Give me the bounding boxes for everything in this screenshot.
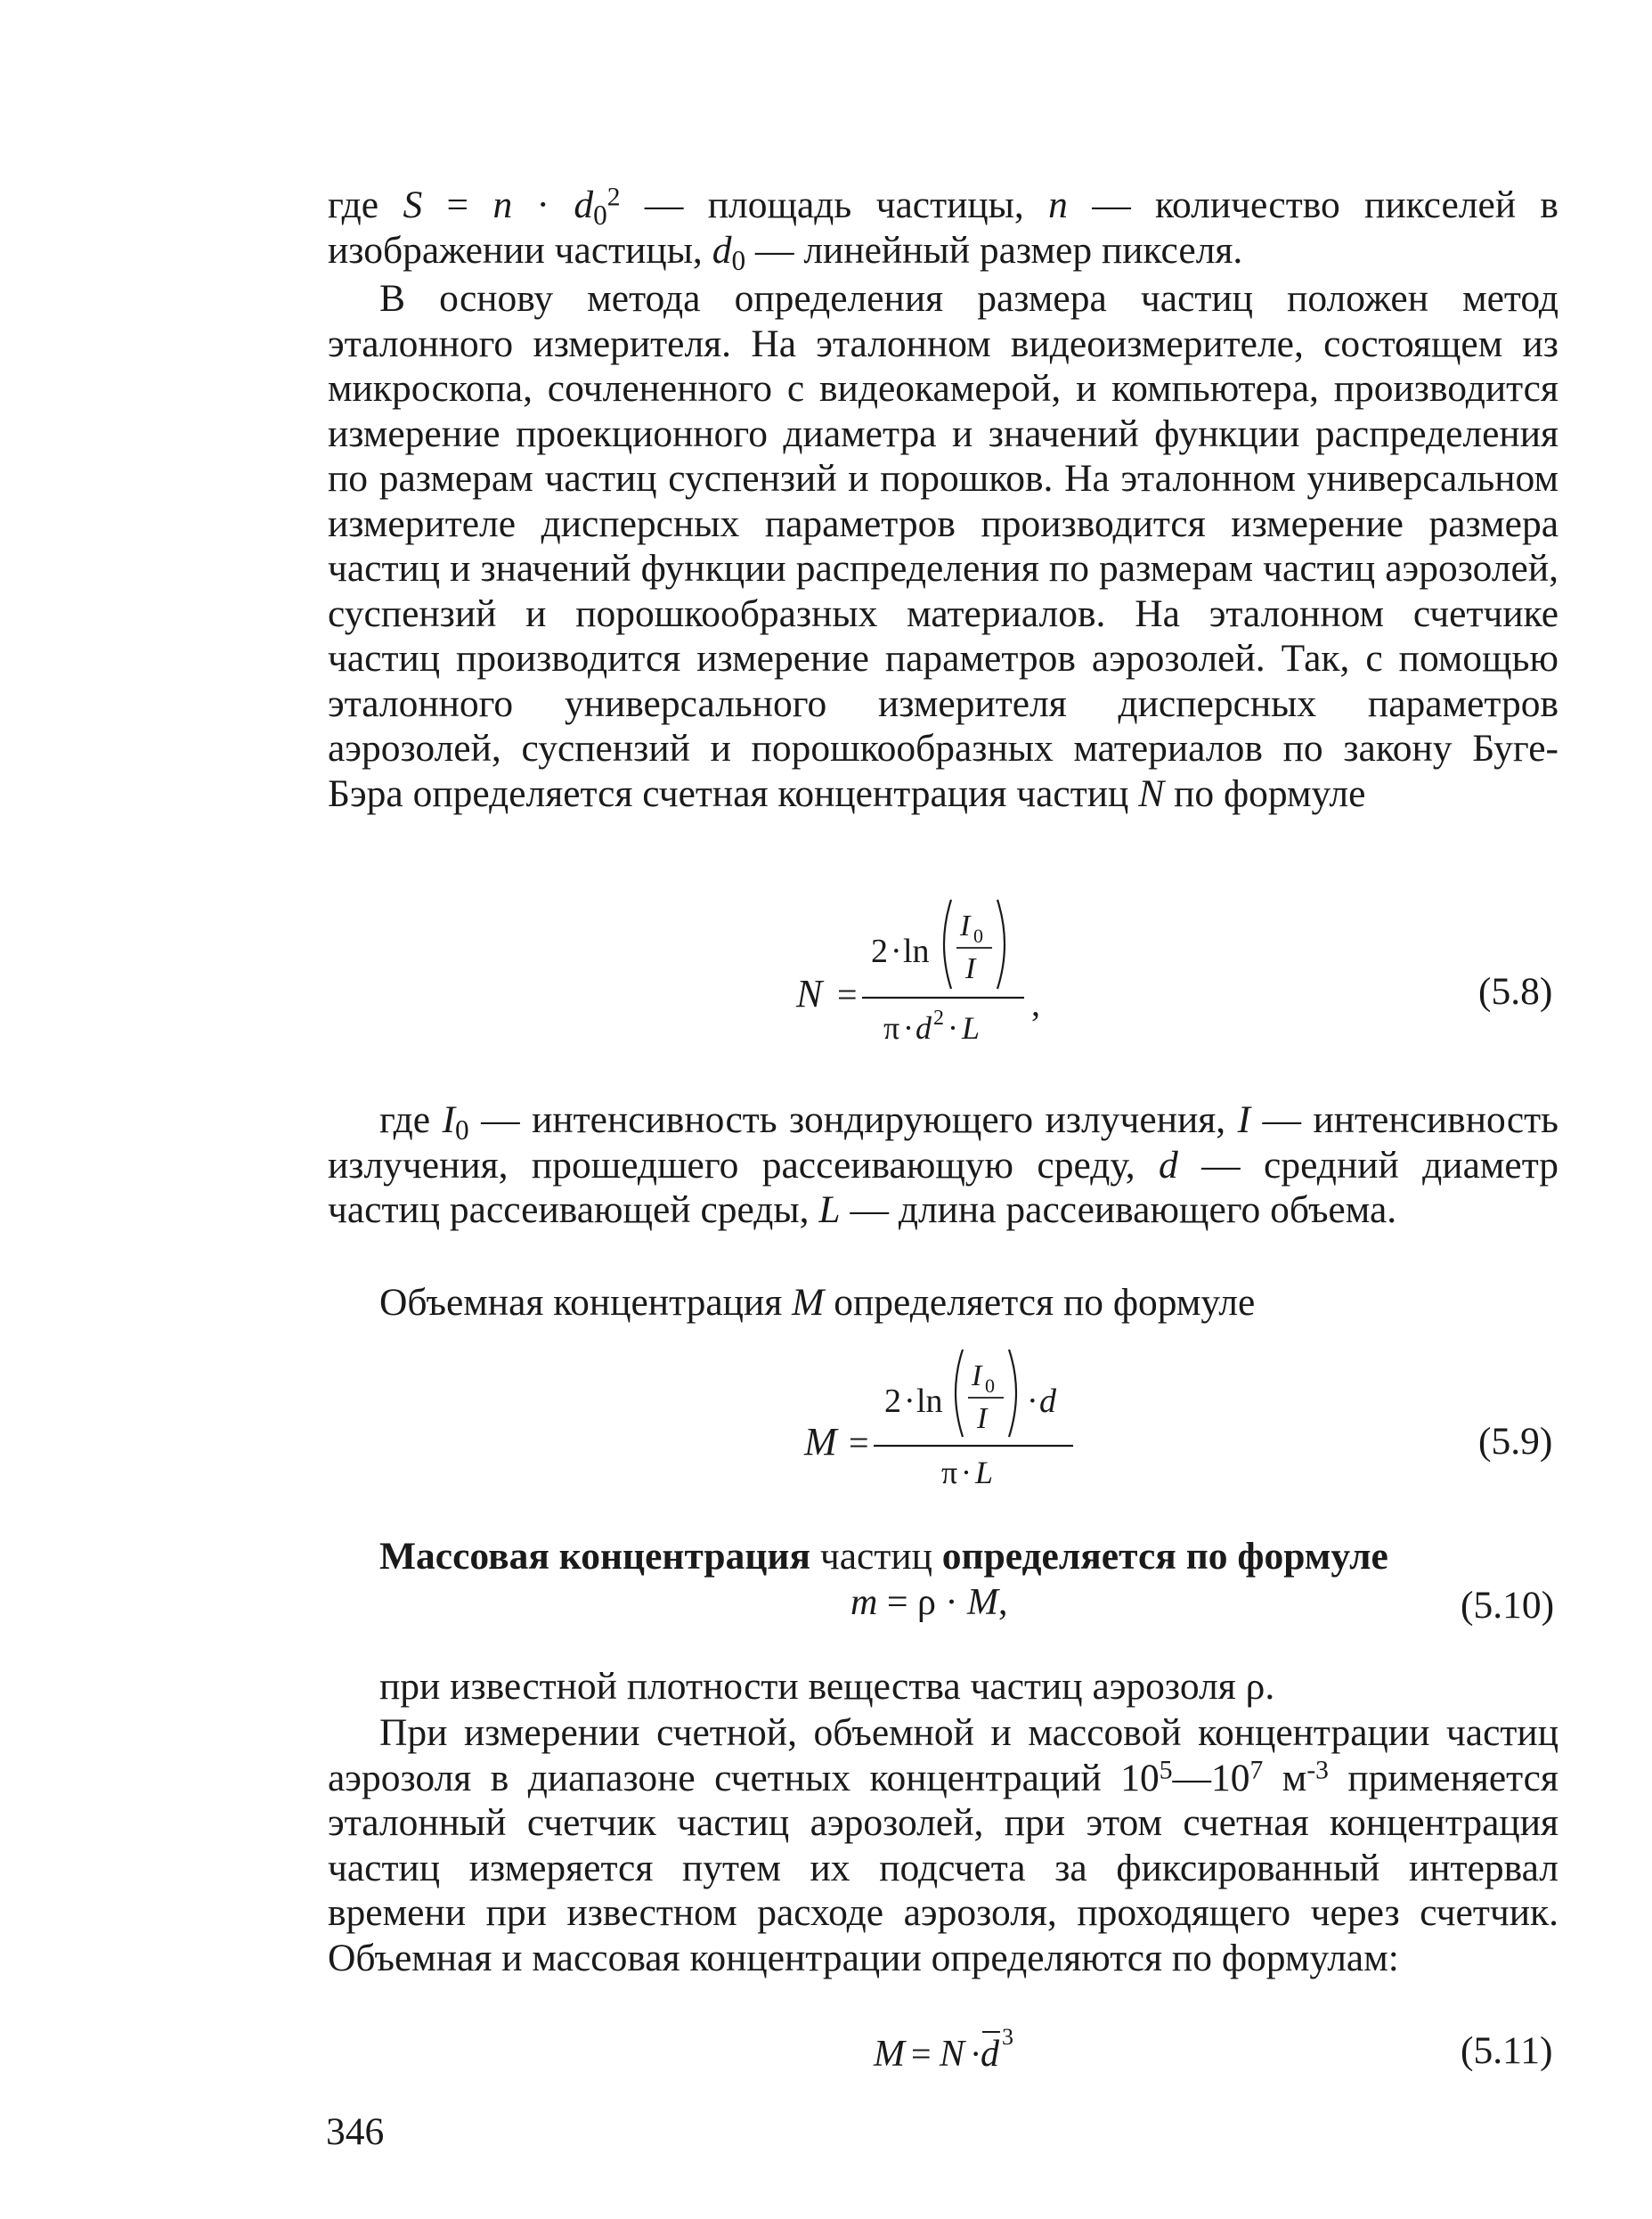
superscript: -3 [1306, 1756, 1329, 1785]
formula-M: M [874, 2034, 905, 2075]
formula-equals: = [877, 1582, 918, 1623]
paragraph-5 [328, 1534, 1558, 1579]
symbol-I0: I [442, 1098, 456, 1141]
formula-5-8 [784, 891, 1558, 1051]
formula-lhs-N: N [796, 972, 823, 1016]
text: При измерении счетной, объемной и массовой концентрации частиц аэрозоля в диапазоне счетных концентраций 10 [328, 1711, 1558, 1799]
right-paren [1009, 1350, 1016, 1437]
symbol-d: d [712, 228, 732, 272]
symbol-d: d [1159, 1143, 1178, 1187]
formula-comma: , [998, 1582, 1008, 1623]
formula-d: d [1039, 1383, 1056, 1420]
superscript: 7 [1249, 1756, 1264, 1785]
symbol-n: n [1048, 184, 1068, 226]
text: — интенсивность зондирующего излучения, [468, 1098, 1238, 1141]
paragraph-4 [328, 1280, 1558, 1326]
symbol-L: L [818, 1188, 841, 1231]
formula-5-9-svg [788, 1341, 1082, 1492]
formula-I0: I [960, 910, 971, 942]
formula-m: m [850, 1582, 878, 1623]
subscript: 0 [731, 244, 746, 276]
text: при известной плотности вещества частиц аэрозоля ρ. [379, 1665, 1275, 1708]
paragraph-7 [328, 1710, 1558, 1980]
formula-ln: ln [916, 1383, 943, 1420]
equation-number: (5.10) [1461, 1584, 1555, 1627]
symbol-I: I [1237, 1098, 1251, 1141]
symbol-N: N [1138, 771, 1165, 815]
symbol-d: d [574, 184, 594, 226]
formula-superscript: 3 [1002, 2024, 1013, 2050]
formula-pi: π [883, 1010, 900, 1046]
formula-equals: = [911, 2034, 932, 2074]
text: — интенсивность излучения, прошедшего рассеивающую среду, [328, 1098, 1558, 1187]
paragraph-2 [328, 276, 1558, 816]
equation-number: (5.9) [1478, 1420, 1553, 1463]
formula-comma: , [1031, 983, 1040, 1024]
text: где [379, 1098, 443, 1141]
symbol-M: M [792, 1281, 825, 1324]
text: — линейный размер пикселя. [745, 228, 1243, 272]
text: · [512, 184, 574, 226]
text: — площадь частицы, [620, 184, 1049, 226]
text-bold: Массовая концентрация [379, 1535, 810, 1578]
subscript: 0 [593, 199, 607, 231]
formula-L: L [975, 1455, 994, 1490]
equation-number: (5.8) [1478, 970, 1553, 1013]
superscript: 5 [1159, 1756, 1173, 1785]
formula-dot: · [961, 1455, 972, 1490]
formula-dot: · [904, 1383, 916, 1420]
text: применяется эталонный счетчик частиц аэрозолей, при этом счетная концентрация частиц измеряется путем их подсчета за фиксированный интервал времени при известном расходе аэрозоля, проходящего через счетчик. Объемная и массовая концентрации определяются по формулам: [328, 1756, 1558, 1979]
formula-dot: · [936, 1582, 967, 1623]
formula-M: M [967, 1582, 998, 1623]
text: определяется по формуле [824, 1281, 1256, 1324]
formula-ln: ln [903, 933, 930, 970]
text: — средний диаметр частиц рассеивающей среды, [328, 1143, 1559, 1231]
formula-I0: I [972, 1359, 982, 1392]
formula-rho: ρ [917, 1582, 936, 1623]
formula-dot: · [1027, 1383, 1038, 1420]
formula-5-8-svg [784, 891, 1158, 1051]
symbol-n: n [492, 184, 513, 226]
paragraph-6 [328, 1664, 1558, 1709]
formula-dot: · [903, 1010, 914, 1046]
formula-dot: · [970, 2034, 982, 2074]
formula-5-9 [788, 1341, 1558, 1492]
left-paren [944, 900, 951, 989]
formula-pi: π [941, 1455, 958, 1490]
text: Объемная концентрация [379, 1281, 793, 1324]
formula-two: 2 [871, 933, 888, 970]
formula-equals: = [837, 975, 858, 1015]
formula-lhs-M: M [804, 1420, 837, 1464]
text: по формуле [1164, 771, 1366, 815]
superscript: 2 [606, 183, 621, 212]
text: частиц [810, 1535, 942, 1578]
paragraph-1 [328, 183, 1558, 276]
text: — длина рассеивающего объема. [840, 1188, 1397, 1231]
formula-5-11 [868, 2018, 1558, 2080]
formula-subscript: 0 [973, 925, 983, 947]
left-paren [956, 1350, 963, 1437]
text: м [1263, 1756, 1307, 1799]
subscript: 0 [455, 1114, 469, 1146]
formula-N: N [940, 2034, 965, 2075]
formula-5-10 [850, 1581, 1558, 1635]
formula-d: d [981, 2034, 999, 2075]
text: = [422, 184, 493, 226]
formula-I: I [977, 1402, 988, 1435]
formula-two: 2 [884, 1383, 901, 1420]
text: —10 [1172, 1756, 1250, 1799]
formula-subscript: 0 [985, 1375, 995, 1397]
text: В основу метода определения размера частиц положен метод эталонного измерителя. На эталонном видеоизмерителе, состоящем из микроскопа, сочлененного с видеокамерой, и компьютера, производится измерение проекционного диаметра и значений функции распределения по размерам частиц суспензий и порошков. На эталонном универсальном измерителе дисперсных параметров производится измерение размера частиц и значений функции распределения по размерам частиц аэрозолей, суспензий и порошкообразных материалов. На эталонном счетчике частиц производится измерение параметров аэрозолей. Так, с помощью эталонного универсального измерителя дисперсных параметров аэрозолей, суспензий и порошкообразных материалов по закону Буге-Бэра определяется счетная концентрация частиц [328, 277, 1558, 815]
formula-dot: · [891, 933, 902, 970]
paragraph-3 [328, 1097, 1558, 1233]
formula-d: d [916, 1010, 932, 1046]
equation-number: (5.11) [1461, 2029, 1553, 2072]
text: где [328, 184, 403, 226]
formula-5-10-body [850, 1581, 1008, 1624]
text: — количество пикселей в изображении частицы, [328, 184, 1558, 272]
formula-equals: = [849, 1423, 869, 1463]
formula-superscript: 2 [933, 1007, 944, 1030]
formula-dot: · [948, 1010, 958, 1046]
formula-I: I [965, 952, 976, 985]
page-number: 346 [326, 2110, 385, 2153]
right-paren [997, 900, 1005, 989]
symbol-S: S [403, 184, 423, 226]
formula-5-11-svg [868, 2018, 1100, 2080]
text-bold: определяется по формуле [941, 1535, 1388, 1578]
formula-L: L [962, 1010, 981, 1046]
